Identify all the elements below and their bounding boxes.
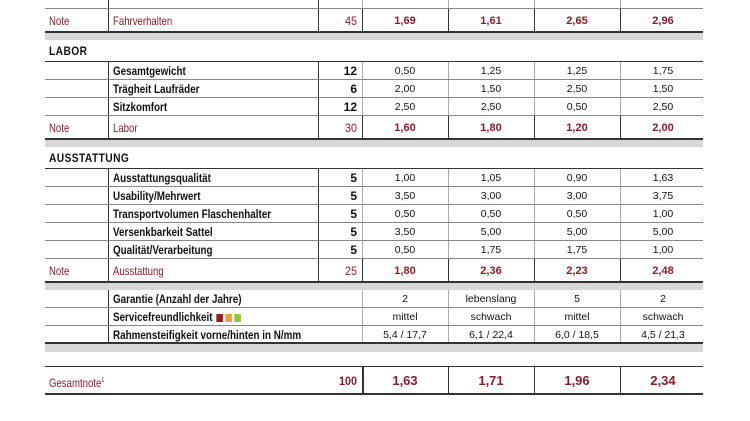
note-weight: 25 <box>344 264 357 278</box>
note-value: 2,36 <box>480 265 502 277</box>
note-value: 2,65 <box>566 15 588 27</box>
note-row-labor <box>45 116 703 140</box>
row-value <box>535 0 619 9</box>
rating-green-square-icon <box>235 314 242 322</box>
row-value: 0,50 <box>394 208 416 220</box>
note-name: Ausstattung <box>113 264 164 278</box>
row-value: schwach <box>470 311 512 323</box>
row-value: 1,63 <box>652 172 674 184</box>
row-name: Sitzkomfort <box>113 100 168 114</box>
note-label: Note <box>49 14 70 28</box>
table-row <box>45 62 703 80</box>
row-weight: 5 <box>350 243 357 257</box>
row-name: Trägheit Laufräder <box>113 82 200 96</box>
row-value: 3,50 <box>394 190 416 202</box>
note-value: 1,20 <box>566 122 588 134</box>
row-value: 0,50 <box>566 208 588 220</box>
row-value: 2 <box>402 293 408 305</box>
table-row <box>45 169 703 187</box>
row-value: 3,75 <box>652 190 674 202</box>
row-name <box>113 0 277 9</box>
row-value: 0,50 <box>394 244 416 256</box>
section-divider <box>45 33 703 40</box>
row-name: Versenkbarkeit Sattel <box>113 225 213 239</box>
section-title: AUSSTATTUNG <box>49 151 130 165</box>
table-row <box>45 241 703 259</box>
note-value: 2,00 <box>652 122 674 134</box>
spacer <box>45 352 703 367</box>
row-name: Transportvolumen Flaschenhalter <box>113 207 272 221</box>
table-row <box>45 205 703 223</box>
note-value: 1,69 <box>394 15 416 27</box>
row-value: mittel <box>564 311 590 323</box>
row-value: 2,50 <box>394 101 416 113</box>
row-value: 0,50 <box>566 101 588 113</box>
row-weight: 5 <box>350 189 357 203</box>
row-value: 1,00 <box>652 208 674 220</box>
row-value <box>363 0 447 9</box>
row-value: 4,5 / 21,3 <box>641 329 685 341</box>
table-row <box>45 80 703 98</box>
row-value: 1,25 <box>480 65 502 77</box>
row-weight: 12 <box>343 64 357 78</box>
row-value: 1,50 <box>480 83 502 95</box>
note-row-fahrverhalten <box>45 9 703 33</box>
table-row-fahrwerk <box>45 0 703 9</box>
row-value: 5,00 <box>480 226 502 238</box>
total-value: 1,71 <box>478 373 504 388</box>
row-value: 3,50 <box>394 226 416 238</box>
section-divider <box>45 140 703 147</box>
note-value: 1,80 <box>394 265 416 277</box>
note-row-ausstattung <box>45 259 703 283</box>
row-value: 0,90 <box>566 172 588 184</box>
row-value: 6,0 / 18,5 <box>555 329 599 341</box>
section-title: LABOR <box>49 44 88 58</box>
note-value: 2,23 <box>566 265 588 277</box>
total-row <box>45 367 703 395</box>
row-value: 1,00 <box>652 244 674 256</box>
row-value: 5,00 <box>652 226 674 238</box>
row-value: 1,50 <box>652 83 674 95</box>
rating-orange-square-icon <box>226 314 233 322</box>
row-value: 5 <box>574 293 580 305</box>
note-label: Note <box>49 264 70 278</box>
total-label-text: Gesamtnote <box>49 376 102 390</box>
row-value: 1,05 <box>480 172 502 184</box>
row-name: Qualität/Verarbeitung <box>113 243 213 257</box>
note-value: 2,96 <box>652 15 674 27</box>
note-value: 1,80 <box>480 122 502 134</box>
row-value: 2,50 <box>652 101 674 113</box>
row-value: 2,50 <box>566 83 588 95</box>
section-divider <box>45 283 703 290</box>
table-row-rahmensteifigkeit <box>45 326 703 344</box>
row-weight: 5 <box>350 207 357 221</box>
note-value: 2,48 <box>652 265 674 277</box>
section-header-ausstattung <box>45 147 703 169</box>
row-value: 1,75 <box>480 244 502 256</box>
row-value: 6,1 / 22,4 <box>469 329 513 341</box>
row-value: 2,50 <box>480 101 502 113</box>
note-weight: 45 <box>344 14 357 28</box>
total-value: 2,34 <box>650 373 676 388</box>
table-row <box>45 98 703 116</box>
row-weight: 5 <box>350 225 357 239</box>
row-name: Rahmensteifigkeit vorne/hinten in N/mm <box>113 328 302 342</box>
row-value: 1,25 <box>566 65 588 77</box>
table-row-garantie <box>45 290 703 308</box>
note-value: 1,61 <box>480 15 502 27</box>
rating-red-square-icon <box>217 314 224 322</box>
row-value: 1,00 <box>394 172 416 184</box>
row-name: Gesamtgewicht <box>113 64 186 78</box>
row-value: 3,00 <box>480 190 502 202</box>
row-value: 1,75 <box>566 244 588 256</box>
note-label: Note <box>49 121 70 135</box>
row-value: schwach <box>642 311 684 323</box>
row-value <box>449 0 533 9</box>
table-row <box>45 187 703 205</box>
row-value: 0,50 <box>394 65 416 77</box>
note-name: Fahrverhalten <box>113 14 173 28</box>
row-value: 5,00 <box>566 226 588 238</box>
row-value <box>621 0 703 9</box>
row-name: Ausstattungsqualität <box>113 171 211 185</box>
total-value: 1,96 <box>564 373 590 388</box>
row-value: 2 <box>660 293 666 305</box>
row-value: 0,50 <box>480 208 502 220</box>
row-weight: 6 <box>350 82 357 96</box>
total-weight: 100 <box>338 374 357 388</box>
footnote-marker: 1 <box>101 377 105 384</box>
section-header-labor <box>45 40 703 62</box>
table-row-servicefreundlichkeit <box>45 308 703 326</box>
row-name: Garantie (Anzahl der Jahre) <box>113 292 242 306</box>
table-row <box>45 223 703 241</box>
row-value: 5,4 / 17,7 <box>383 329 427 341</box>
row-name: Usability/Mehrwert <box>113 189 201 203</box>
row-value: mittel <box>392 311 418 323</box>
note-name: Labor <box>113 121 138 135</box>
note-weight: 30 <box>344 121 357 135</box>
row-name-text: Servicefreundlichkeit <box>113 310 213 324</box>
row-weight: 5 <box>350 171 357 185</box>
total-value: 1,63 <box>392 373 418 388</box>
row-value: 3,00 <box>566 190 588 202</box>
test-results-table <box>45 0 703 395</box>
row-value: 2,00 <box>394 83 416 95</box>
note-value: 1,60 <box>394 122 416 134</box>
row-weight: 12 <box>343 100 357 114</box>
total-label <box>49 367 145 395</box>
section-divider <box>45 344 703 352</box>
row-weight <box>319 0 357 9</box>
row-name <box>113 308 277 326</box>
row-value: 1,75 <box>652 65 674 77</box>
row-value: lebenslang <box>465 293 517 305</box>
